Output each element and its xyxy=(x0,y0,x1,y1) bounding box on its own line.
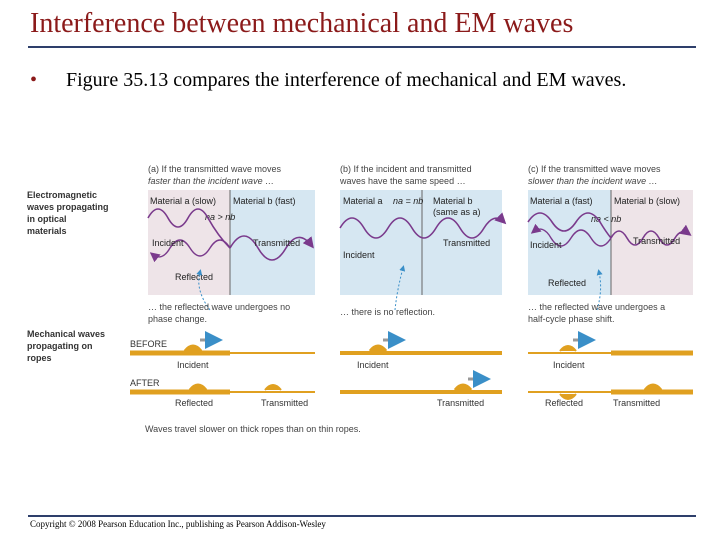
panel-b-before-pulse xyxy=(370,346,386,351)
panel-c-material-right: Material b (slow) xyxy=(614,196,681,206)
panel-c-index-relation: na < nb xyxy=(591,214,622,224)
panel-c-note-1: … the reflected wave undergoes a xyxy=(528,302,666,312)
panel-b-index-relation: na = nb xyxy=(393,196,424,206)
panel-b-material-left: Material a xyxy=(343,196,383,206)
figure-35-13 xyxy=(25,150,705,440)
panel-c-rope-reflected: Reflected xyxy=(545,398,584,408)
panel-c-rope-incident: Incident xyxy=(553,360,585,370)
panel-a-material-right: Material b (fast) xyxy=(233,196,296,206)
panel-a-before-pulse xyxy=(185,346,201,351)
panel-b-material-right-2: (same as a) xyxy=(433,207,481,217)
panel-c-incident-label: Incident xyxy=(530,240,562,250)
panel-c-caption-2: slower than the incident wave … xyxy=(528,176,658,186)
panel-c-caption-1: (c) If the transmitted wave moves xyxy=(528,164,661,174)
row-label-mech-1: Mechanical waves xyxy=(27,329,106,339)
panel-a-rope-reflected: Reflected xyxy=(175,398,214,408)
panel-c-note-2: half-cycle phase shift. xyxy=(528,314,615,324)
slide-title: Interference between mechanical and EM waves xyxy=(30,8,574,39)
row-label-mech-2: propagating on xyxy=(27,341,93,351)
panel-a-reflected-label: Reflected xyxy=(175,272,214,282)
panel-b-caption-1: (b) If the incident and transmitted xyxy=(340,164,472,174)
panel-b-note-1: … there is no reflection. xyxy=(340,307,436,317)
row-label-em-1: Electromagnetic xyxy=(27,190,98,200)
panel-b-material-right-1: Material b xyxy=(433,196,473,206)
rope-after-label: AFTER xyxy=(130,378,160,388)
panel-b-after-pulse xyxy=(455,385,471,390)
panel-a-rope-incident: Incident xyxy=(177,360,209,370)
panel-b-transmitted-label: Transmitted xyxy=(443,238,491,248)
row-label-em-3: in optical xyxy=(27,214,67,224)
panel-a-index-relation: na > nb xyxy=(205,212,236,222)
panel-a xyxy=(130,164,361,434)
row-label-mech-3: ropes xyxy=(27,353,52,363)
panel-a-note-1: … the reflected wave undergoes no xyxy=(148,302,291,312)
panel-a-caption-1: (a) If the transmitted wave moves xyxy=(148,164,282,174)
copyright-notice: Copyright © 2008 Pearson Education Inc., publishing as Pearson Addison-Wesley xyxy=(30,519,326,529)
footer-divider xyxy=(28,515,696,517)
panel-c xyxy=(528,164,693,408)
rope-before-label: BEFORE xyxy=(130,339,168,349)
title-divider xyxy=(28,46,696,48)
panel-a-rope-transmitted: Transmitted xyxy=(261,398,309,408)
panel-a-note-2: phase change. xyxy=(148,314,208,324)
row-label-em-4: materials xyxy=(27,226,67,236)
panel-a-after-transmitted-pulse xyxy=(265,385,281,390)
panel-a-transmitted-label: Transmitted xyxy=(253,238,301,248)
panel-b-incident-label: Incident xyxy=(343,250,375,260)
panel-b xyxy=(339,164,504,408)
panel-c-reflected-label: Reflected xyxy=(548,278,587,288)
panel-b-rope-transmitted: Transmitted xyxy=(437,398,485,408)
panel-b-caption-2: waves have the same speed … xyxy=(340,176,466,186)
panel-c-after-transmitted-pulse xyxy=(645,385,661,390)
row-label-em-2: waves propagating xyxy=(27,202,109,212)
panel-b-rope-incident: Incident xyxy=(357,360,389,370)
bullet-marker: • xyxy=(30,69,38,91)
panel-c-rope-transmitted: Transmitted xyxy=(613,398,661,408)
panel-a-incident-label: Incident xyxy=(152,238,184,248)
panel-c-material-left: Material a (fast) xyxy=(530,196,593,206)
panel-c-before-pulse xyxy=(560,346,576,351)
bullet-text: Figure 35.13 compares the interference of mechanical and EM waves. xyxy=(66,69,627,91)
panel-a-caption-2: faster than the incident wave … xyxy=(148,176,275,186)
panel-c-transmitted-label: Transmitted xyxy=(633,236,681,246)
panel-a-material-left: Material a (slow) xyxy=(150,196,217,206)
rope-note: Waves travel slower on thick ropes than on thin ropes. xyxy=(145,424,361,434)
panel-a-after-reflected-pulse xyxy=(190,385,206,390)
figure-svg xyxy=(25,150,705,440)
